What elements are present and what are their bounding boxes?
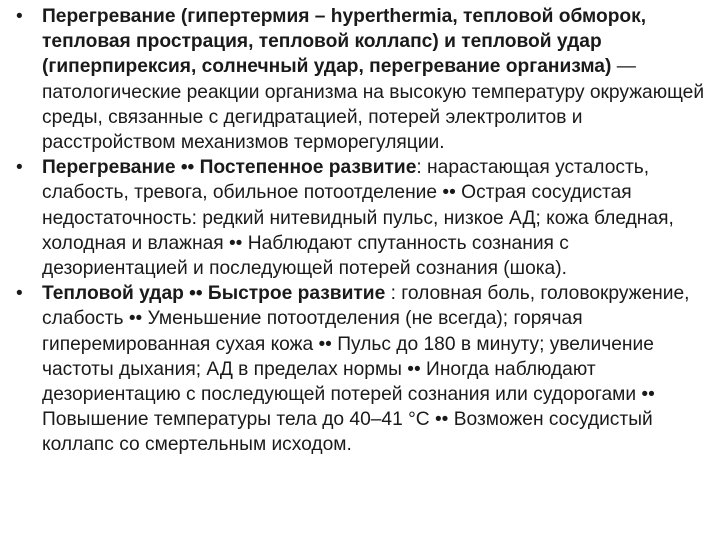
heatstroke-text: : головная боль, головокружение, слабость •• Уменьшение потоотделения (не всегда); горячая гиперемированная сухая кожа •• Пульс до 180 в минуту; увеличение частоты дыхания; АД в пределах нормы •• Иногда наблюдают дезориентацию с последующей потерей сознания или судорогами •• Повышение температуры тела до 40–41 °С •• Возможен сосудистый коллапс со смертельным исходом. [42, 283, 690, 456]
bullet-icon: • [16, 157, 23, 179]
definition-term: Перегревание (гипертермия – hyperthermia, тепловой обморок, тепловая прострация, тепловой коллапс) и тепловой удар (гиперпирексия, солнечный удар, перегревание организма) [42, 6, 647, 78]
list-item-definition [16, 4, 706, 155]
list-item-overheating [16, 155, 706, 281]
bullet-icon: • [16, 6, 23, 27]
overheating-heading: Перегревание •• Постепенное развитие [42, 157, 417, 179]
heatstroke-heading: Тепловой удар •• Быстрое развитие [42, 283, 386, 305]
overheating-text: : нарастающая усталость, слабость, тревога, обильное потоотделение •• Острая сосудистая недостаточность: редкий нитевидный пульс, низкое АД; кожа бледная, холодная и влажная •• Наблюдают спутанность сознания с дезориентацией и последующей потерей сознания (шока). [42, 157, 674, 280]
definition-text: — патологические реакции организма на высокую температуру окружающей среды, связанные с дегидратацией, потерей электролитов и расстройством механизмов терморегуляции. [42, 56, 705, 154]
bullet-list [16, 4, 706, 458]
list-item-heatstroke [16, 281, 706, 457]
bullet-icon: • [16, 283, 23, 305]
